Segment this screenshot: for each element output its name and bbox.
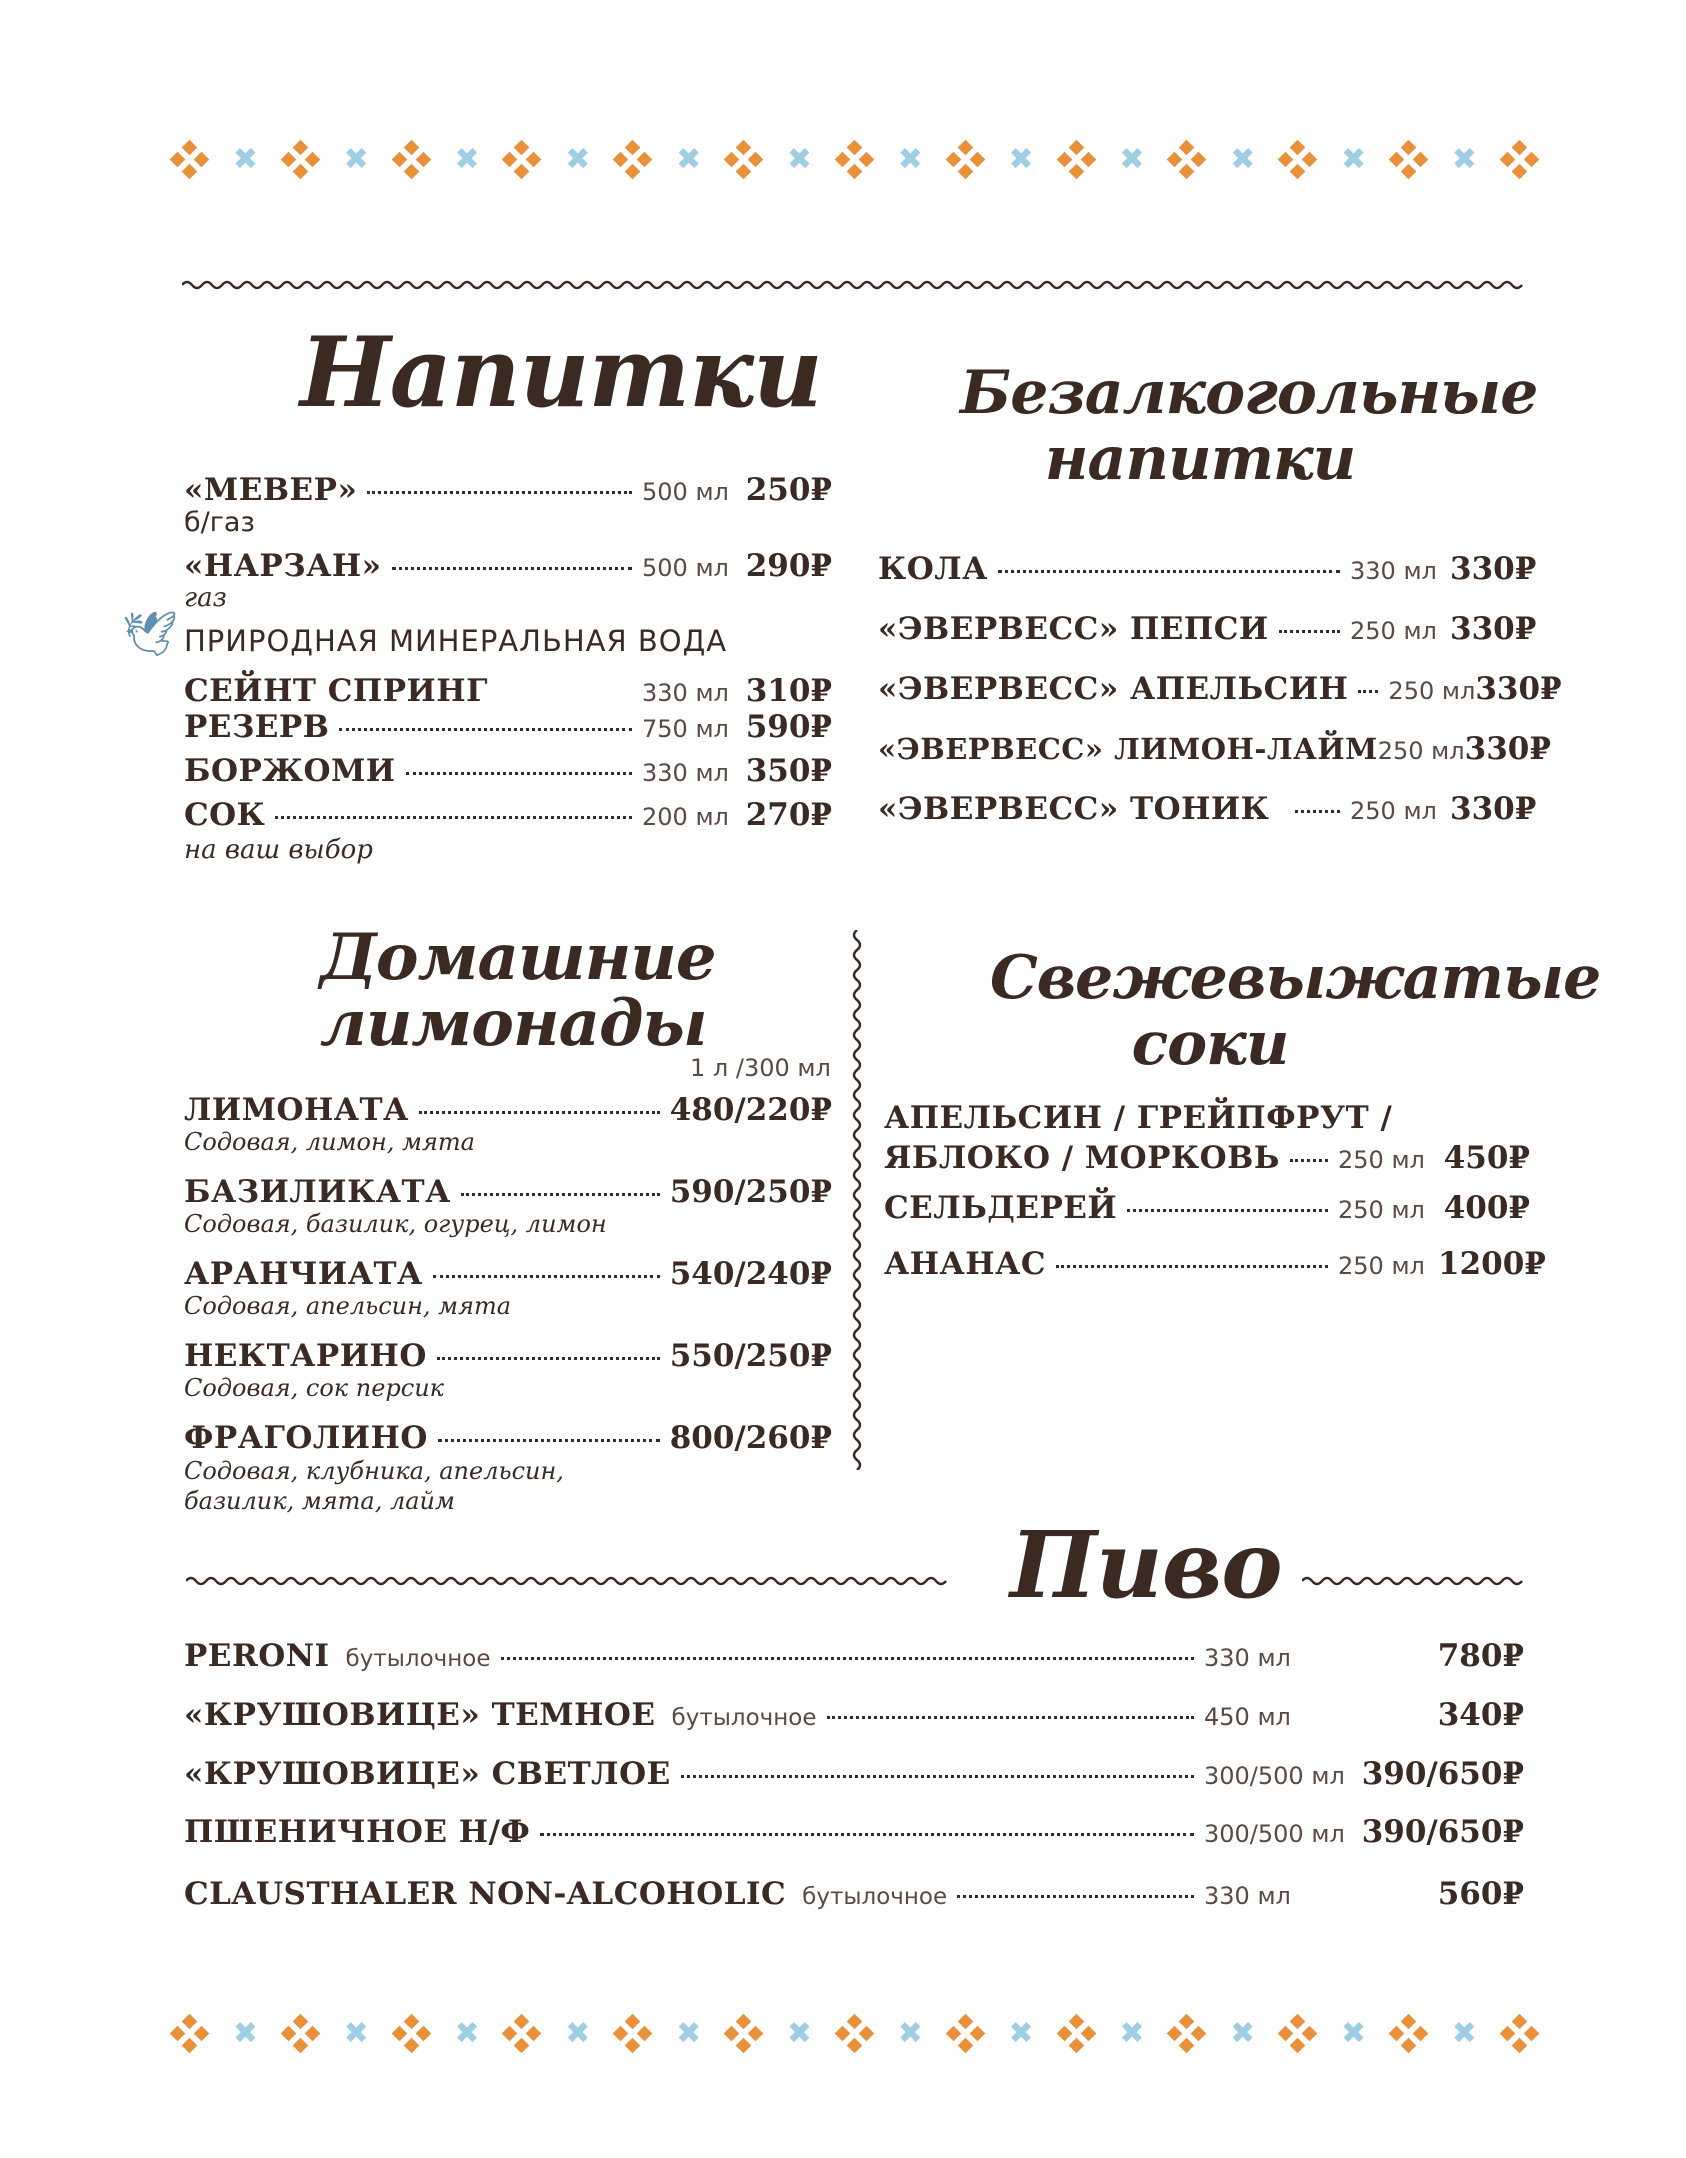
list-item <box>884 1238 1546 1292</box>
fresh-juices-list <box>884 1098 1546 1292</box>
orange-flower-icon <box>613 140 653 180</box>
orange-flower-icon <box>1389 2014 1429 2054</box>
item-volume: 750 мл <box>642 715 729 743</box>
item-price: 390/650₽ <box>1361 1756 1524 1792</box>
item-price: 330₽ <box>1475 671 1562 707</box>
item-volume: 300/500 мл <box>1204 1820 1345 1848</box>
beer-title: Пиво <box>1010 1511 1282 1619</box>
item-price: 250₽ <box>745 472 832 508</box>
dot-leader <box>1056 1265 1328 1268</box>
item-price: 780₽ <box>1437 1638 1524 1674</box>
dot-leader <box>406 772 632 775</box>
list-item <box>184 709 832 745</box>
item-name: АНАНАС <box>884 1246 1046 1282</box>
dot-leader <box>540 1833 1194 1836</box>
item-price: 590₽ <box>745 709 832 745</box>
item-volume: 250 мл <box>1350 797 1437 825</box>
orange-flower-icon <box>1057 140 1097 180</box>
item-volume: 330 мл <box>1204 1882 1291 1910</box>
bottom-ornament <box>170 2004 1540 2064</box>
item-name: «ЭВЕРВЕСС» ТОНИК <box>878 791 1270 827</box>
item-name: ЛИМОНАТА <box>184 1092 409 1128</box>
list-item <box>184 797 832 833</box>
dot-leader <box>998 570 1340 573</box>
item-name: ФРАГОЛИНО <box>184 1420 428 1456</box>
blue-cross-icon: ✖ <box>232 2016 258 2051</box>
dot-leader <box>433 1275 660 1278</box>
list-item <box>184 472 832 508</box>
fresh-juices-title-line1: Свежевыжатые <box>990 943 1601 1013</box>
item-price: 400₽ <box>1443 1190 1530 1226</box>
blue-cross-icon: ✖ <box>786 142 813 177</box>
item-name: ПШЕНИЧНОЕ Н/Ф <box>184 1814 531 1850</box>
dot-leader <box>437 1357 660 1360</box>
mineral-water-header-row <box>122 609 832 667</box>
lemonades-volume-header: 1 л /300 мл <box>690 1054 831 1082</box>
dot-leader <box>957 1895 1194 1898</box>
item-name: СЕЛЬДЕРЕЙ <box>884 1190 1118 1226</box>
blue-cross-icon: ✖ <box>232 142 258 177</box>
item-price: 290₽ <box>745 548 832 584</box>
blue-cross-icon: ✖ <box>1451 2016 1477 2051</box>
orange-flower-icon <box>1057 2014 1097 2054</box>
item-subtitle: Содовая, лимон, мята <box>184 1128 475 1156</box>
blue-cross-icon: ✖ <box>565 142 591 177</box>
mineral-water-header: ПРИРОДНАЯ МИНЕРАЛЬНАЯ ВОДА <box>184 624 728 658</box>
orange-flower-icon <box>1500 2014 1540 2054</box>
orange-flower-icon <box>835 140 875 180</box>
item-volume: 300/500 мл <box>1204 1762 1345 1790</box>
soft-drinks-title-line1: Безалкогольные <box>960 358 1538 428</box>
item-volume: 500 мл <box>642 478 729 506</box>
item-name: ЯБЛОКО / МОРКОВЬ <box>884 1140 1280 1176</box>
item-subtitle: газ <box>184 583 227 613</box>
list-item <box>878 600 1537 660</box>
dot-leader <box>419 1111 660 1114</box>
item-price: 800/260₽ <box>669 1420 832 1456</box>
item-volume: 250 мл <box>1338 1196 1425 1224</box>
item-price: 350₽ <box>745 753 832 789</box>
dot-leader <box>1127 1209 1328 1212</box>
item-volume: 500 мл <box>642 554 729 582</box>
item-price: 1200₽ <box>1438 1246 1546 1282</box>
orange-flower-icon <box>281 140 321 180</box>
item-subtitle: Содовая, клубника, апельсин, <box>184 1457 564 1485</box>
item-price: 330₽ <box>1450 791 1537 827</box>
blue-cross-icon: ✖ <box>1340 2016 1367 2051</box>
item-volume: 330 мл <box>1350 557 1437 585</box>
item-subtitle: Содовая, сок персик <box>184 1374 445 1402</box>
item-price: 390/650₽ <box>1361 1814 1524 1850</box>
orange-flower-icon <box>946 2014 986 2054</box>
beer-wavy-divider-left <box>186 1574 950 1588</box>
item-subtitle: б/газ <box>184 507 255 538</box>
dot-leader <box>501 1657 1194 1660</box>
item-name-line1: АПЕЛЬСИН / ГРЕЙПФРУТ / <box>884 1100 1393 1136</box>
beer-list <box>184 1628 1524 1929</box>
blue-cross-icon: ✖ <box>454 142 480 177</box>
blue-cross-icon: ✖ <box>454 2016 480 2051</box>
item-price: 330₽ <box>1450 551 1537 587</box>
dot-leader <box>1290 1159 1328 1162</box>
list-item <box>878 540 1537 600</box>
drinks-title: Напитки <box>300 316 822 429</box>
orange-flower-icon <box>724 140 764 180</box>
item-name: НЕКТАРИНО <box>184 1338 427 1374</box>
item-name: РЕЗЕРВ <box>184 709 330 745</box>
item-volume: 450 мл <box>1204 1703 1291 1731</box>
list-item <box>184 1174 832 1256</box>
item-note: бутылочное <box>802 1884 948 1910</box>
beer-wavy-divider-right <box>1302 1574 1528 1588</box>
item-name: «ЭВЕРВЕСС» ПЕПСИ <box>878 611 1269 647</box>
list-item <box>878 780 1537 840</box>
drinks-section <box>122 472 832 867</box>
list-item <box>184 1804 1524 1862</box>
dot-leader <box>392 567 633 570</box>
lemonades-list <box>184 1092 832 1516</box>
lemonades-title-line1: Домашние <box>320 920 716 995</box>
orange-flower-icon <box>170 140 210 180</box>
item-price: 310₽ <box>745 673 832 709</box>
orange-flower-icon <box>1278 140 1318 180</box>
dot-leader <box>1358 690 1378 693</box>
orange-flower-icon <box>1167 2014 1207 2054</box>
lemonades-title-line2: лимонады <box>320 986 707 1061</box>
dot-leader <box>1279 630 1340 633</box>
list-item <box>878 660 1562 720</box>
list-item <box>184 548 832 584</box>
list-item <box>184 1338 832 1420</box>
item-name: «НАРЗАН» <box>184 548 382 584</box>
item-name: «КРУШОВИЦЕ» СВЕТЛОЕ <box>184 1756 671 1792</box>
blue-cross-icon: ✖ <box>343 142 369 177</box>
item-name: СОК <box>184 797 266 833</box>
item-subtitle-line2: базилик, мята, лайм <box>184 1487 455 1515</box>
soft-drinks-title-line2: напитки <box>1044 424 1356 494</box>
blue-cross-icon: ✖ <box>1008 142 1034 177</box>
list-item <box>184 1628 1524 1687</box>
dot-leader <box>275 816 632 819</box>
blue-cross-icon: ✖ <box>897 142 923 177</box>
orange-flower-icon <box>835 2014 875 2054</box>
top-wavy-divider <box>182 278 1527 292</box>
orange-flower-icon <box>613 2014 653 2054</box>
item-price: 540/240₽ <box>669 1256 832 1292</box>
list-item <box>878 720 1551 780</box>
dot-leader <box>438 1439 660 1442</box>
item-subtitle: на ваш выбор <box>184 835 373 865</box>
orange-flower-icon <box>502 140 542 180</box>
list-item <box>184 1092 832 1174</box>
dot-leader <box>461 1193 660 1196</box>
list-item <box>184 673 832 709</box>
list-item <box>184 1746 1524 1804</box>
list-item <box>184 1420 832 1516</box>
list-item <box>184 1256 832 1338</box>
blue-cross-icon: ✖ <box>343 2016 369 2051</box>
item-note: бутылочное <box>671 1705 817 1731</box>
blue-cross-icon: ✖ <box>1008 2016 1034 2051</box>
item-price: 270₽ <box>745 797 832 833</box>
blue-cross-icon: ✖ <box>1451 142 1477 177</box>
dot-leader <box>681 1775 1194 1778</box>
item-volume: 250 мл <box>1350 617 1437 645</box>
blue-cross-icon: ✖ <box>676 142 702 177</box>
item-name: БОРЖОМИ <box>184 753 396 789</box>
item-price: 330₽ <box>1450 611 1537 647</box>
blue-cross-icon: ✖ <box>897 2016 923 2051</box>
list-item <box>884 1180 1530 1238</box>
blue-cross-icon: ✖ <box>1230 2016 1256 2051</box>
soft-drinks-title <box>960 358 1538 494</box>
blue-cross-icon: ✖ <box>565 2016 591 2051</box>
item-volume: 250 мл <box>1388 677 1476 705</box>
item-name: PERONI <box>184 1638 330 1674</box>
orange-flower-icon <box>1278 2014 1318 2054</box>
orange-flower-icon <box>1500 140 1540 180</box>
list-item <box>184 1687 1524 1746</box>
item-volume: 330 мл <box>642 679 729 707</box>
list-item <box>184 1862 1524 1929</box>
item-name: БАЗИЛИКАТА <box>184 1174 451 1210</box>
item-name: АРАНЧИАТА <box>184 1256 423 1292</box>
item-price: 330₽ <box>1464 731 1551 767</box>
dot-leader <box>339 728 632 731</box>
item-volume: 330 мл <box>1204 1644 1291 1672</box>
dot-leader <box>367 491 632 494</box>
blue-cross-icon: ✖ <box>786 2016 813 2051</box>
fresh-juices-title-line2: соки <box>1131 1009 1289 1079</box>
item-price: 340₽ <box>1437 1697 1524 1733</box>
orange-flower-icon <box>392 140 432 180</box>
item-price: 450₽ <box>1443 1140 1530 1176</box>
fresh-juices-title <box>990 943 1601 1079</box>
top-ornament <box>170 130 1540 190</box>
item-subtitle: Содовая, апельсин, мята <box>184 1292 512 1320</box>
dot-leader <box>1295 810 1340 813</box>
list-item <box>884 1138 1530 1180</box>
item-price: 480/220₽ <box>669 1092 832 1128</box>
lemonades-title <box>320 920 716 1061</box>
orange-flower-icon <box>1167 140 1207 180</box>
dot-leader <box>827 1716 1194 1719</box>
item-name: СЕЙНТ СПРИНГ <box>184 673 488 709</box>
item-volume: 250 мл <box>1338 1146 1425 1174</box>
item-volume: 200 мл <box>642 803 729 831</box>
orange-flower-icon <box>170 2014 210 2054</box>
item-name: «ЭВЕРВЕСС» ЛИМОН-ЛАЙМ <box>878 732 1378 766</box>
orange-flower-icon <box>1389 140 1429 180</box>
item-name: «КРУШОВИЦЕ» ТЕМНОЕ <box>184 1697 656 1733</box>
blue-cross-icon: ✖ <box>1340 142 1367 177</box>
item-name: «ЭВЕРВЕСС» АПЕЛЬСИН <box>878 671 1349 707</box>
item-name: КОЛА <box>878 551 988 587</box>
item-note: бутылочное <box>345 1646 491 1672</box>
orange-flower-icon <box>392 2014 432 2054</box>
blue-cross-icon: ✖ <box>1230 142 1256 177</box>
blue-cross-icon: ✖ <box>1119 2016 1145 2051</box>
blue-cross-icon: ✖ <box>1119 142 1145 177</box>
orange-flower-icon <box>502 2014 542 2054</box>
orange-flower-icon <box>724 2014 764 2054</box>
item-name: «МЕВЕР» <box>184 472 358 508</box>
blue-cross-icon: ✖ <box>676 2016 702 2051</box>
item-subtitle: Содовая, базилик, огурец, лимон <box>184 1210 607 1238</box>
item-volume: 330 мл <box>642 759 729 787</box>
vertical-wavy-divider <box>850 930 864 1470</box>
item-price: 560₽ <box>1437 1876 1524 1912</box>
item-name: CLAUSTHALER NON-ALCOHOLIC <box>184 1876 787 1912</box>
item-price: 590/250₽ <box>669 1174 832 1210</box>
orange-flower-icon <box>946 140 986 180</box>
bird-icon: 🕊 <box>122 609 178 660</box>
item-volume: 250 мл <box>1377 737 1465 765</box>
orange-flower-icon <box>281 2014 321 2054</box>
soft-drinks-list <box>878 540 1562 840</box>
list-item <box>184 753 832 789</box>
item-volume: 250 мл <box>1338 1252 1425 1280</box>
item-price: 550/250₽ <box>669 1338 832 1374</box>
